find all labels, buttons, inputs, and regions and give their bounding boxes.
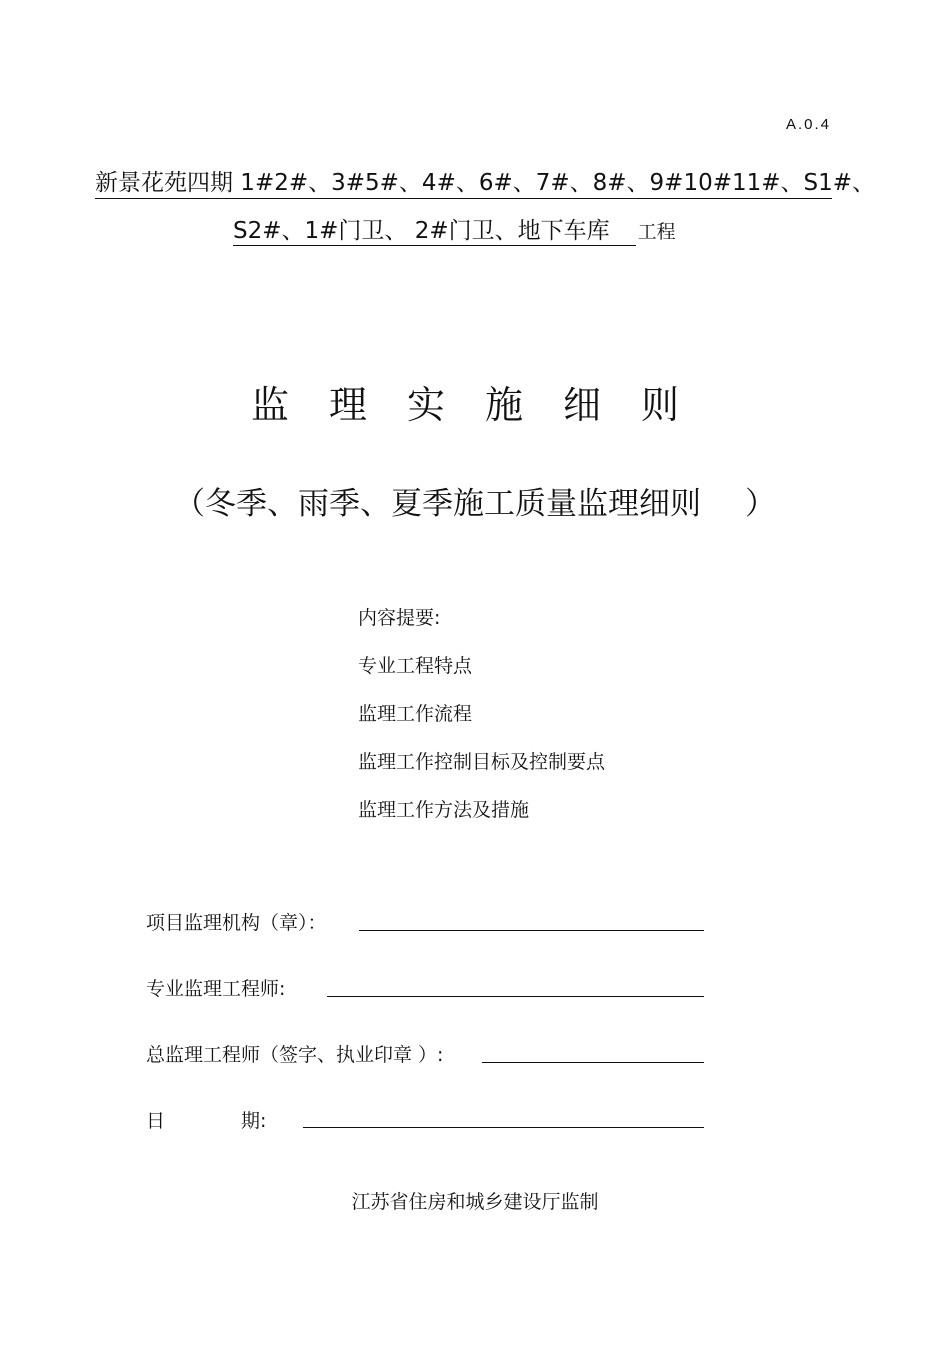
chief-engineer-signature-line[interactable] bbox=[482, 1062, 704, 1063]
subtitle-close: ） bbox=[745, 486, 776, 522]
date-label: 日 期: bbox=[146, 1110, 267, 1132]
engineer-signature-line[interactable] bbox=[327, 996, 704, 997]
summary-item: 专业工程特点 bbox=[358, 655, 473, 677]
summary-heading: 内容提要: bbox=[358, 607, 441, 629]
chief-engineer-label: 总监理工程师（签字、执业印章 ）: bbox=[146, 1044, 444, 1066]
summary-item: 监理工作控制目标及控制要点 bbox=[358, 751, 606, 773]
summary-item: 监理工作流程 bbox=[358, 703, 473, 725]
subtitle-text: （冬季、雨季、夏季施工质量监理细则 bbox=[174, 486, 701, 522]
project-name-line-1: 新景花苑四期 1#2#、3#5#、4#、6#、7#、8#、9#10#11#、S1#、 bbox=[95, 168, 832, 199]
document-subtitle bbox=[0, 478, 950, 523]
date-line[interactable] bbox=[303, 1127, 704, 1128]
project-name-line-2 bbox=[233, 216, 676, 246]
form-code: A.0.4 bbox=[786, 116, 832, 133]
summary-item: 监理工作方法及措施 bbox=[358, 799, 530, 821]
project-suffix: 工程 bbox=[637, 221, 676, 243]
project-name-line-2-text: S2#、1#门卫、 2#门卫、地下车库 bbox=[233, 216, 636, 246]
org-stamp-line[interactable] bbox=[359, 930, 704, 931]
document-title: 监理实施细则 bbox=[250, 383, 719, 427]
engineer-label: 专业监理工程师: bbox=[146, 978, 286, 1000]
org-stamp-label: 项目监理机构（章）： bbox=[146, 912, 327, 934]
issuer-footer: 江苏省住房和城乡建设厅监制 bbox=[351, 1191, 599, 1213]
content-summary bbox=[358, 604, 605, 844]
